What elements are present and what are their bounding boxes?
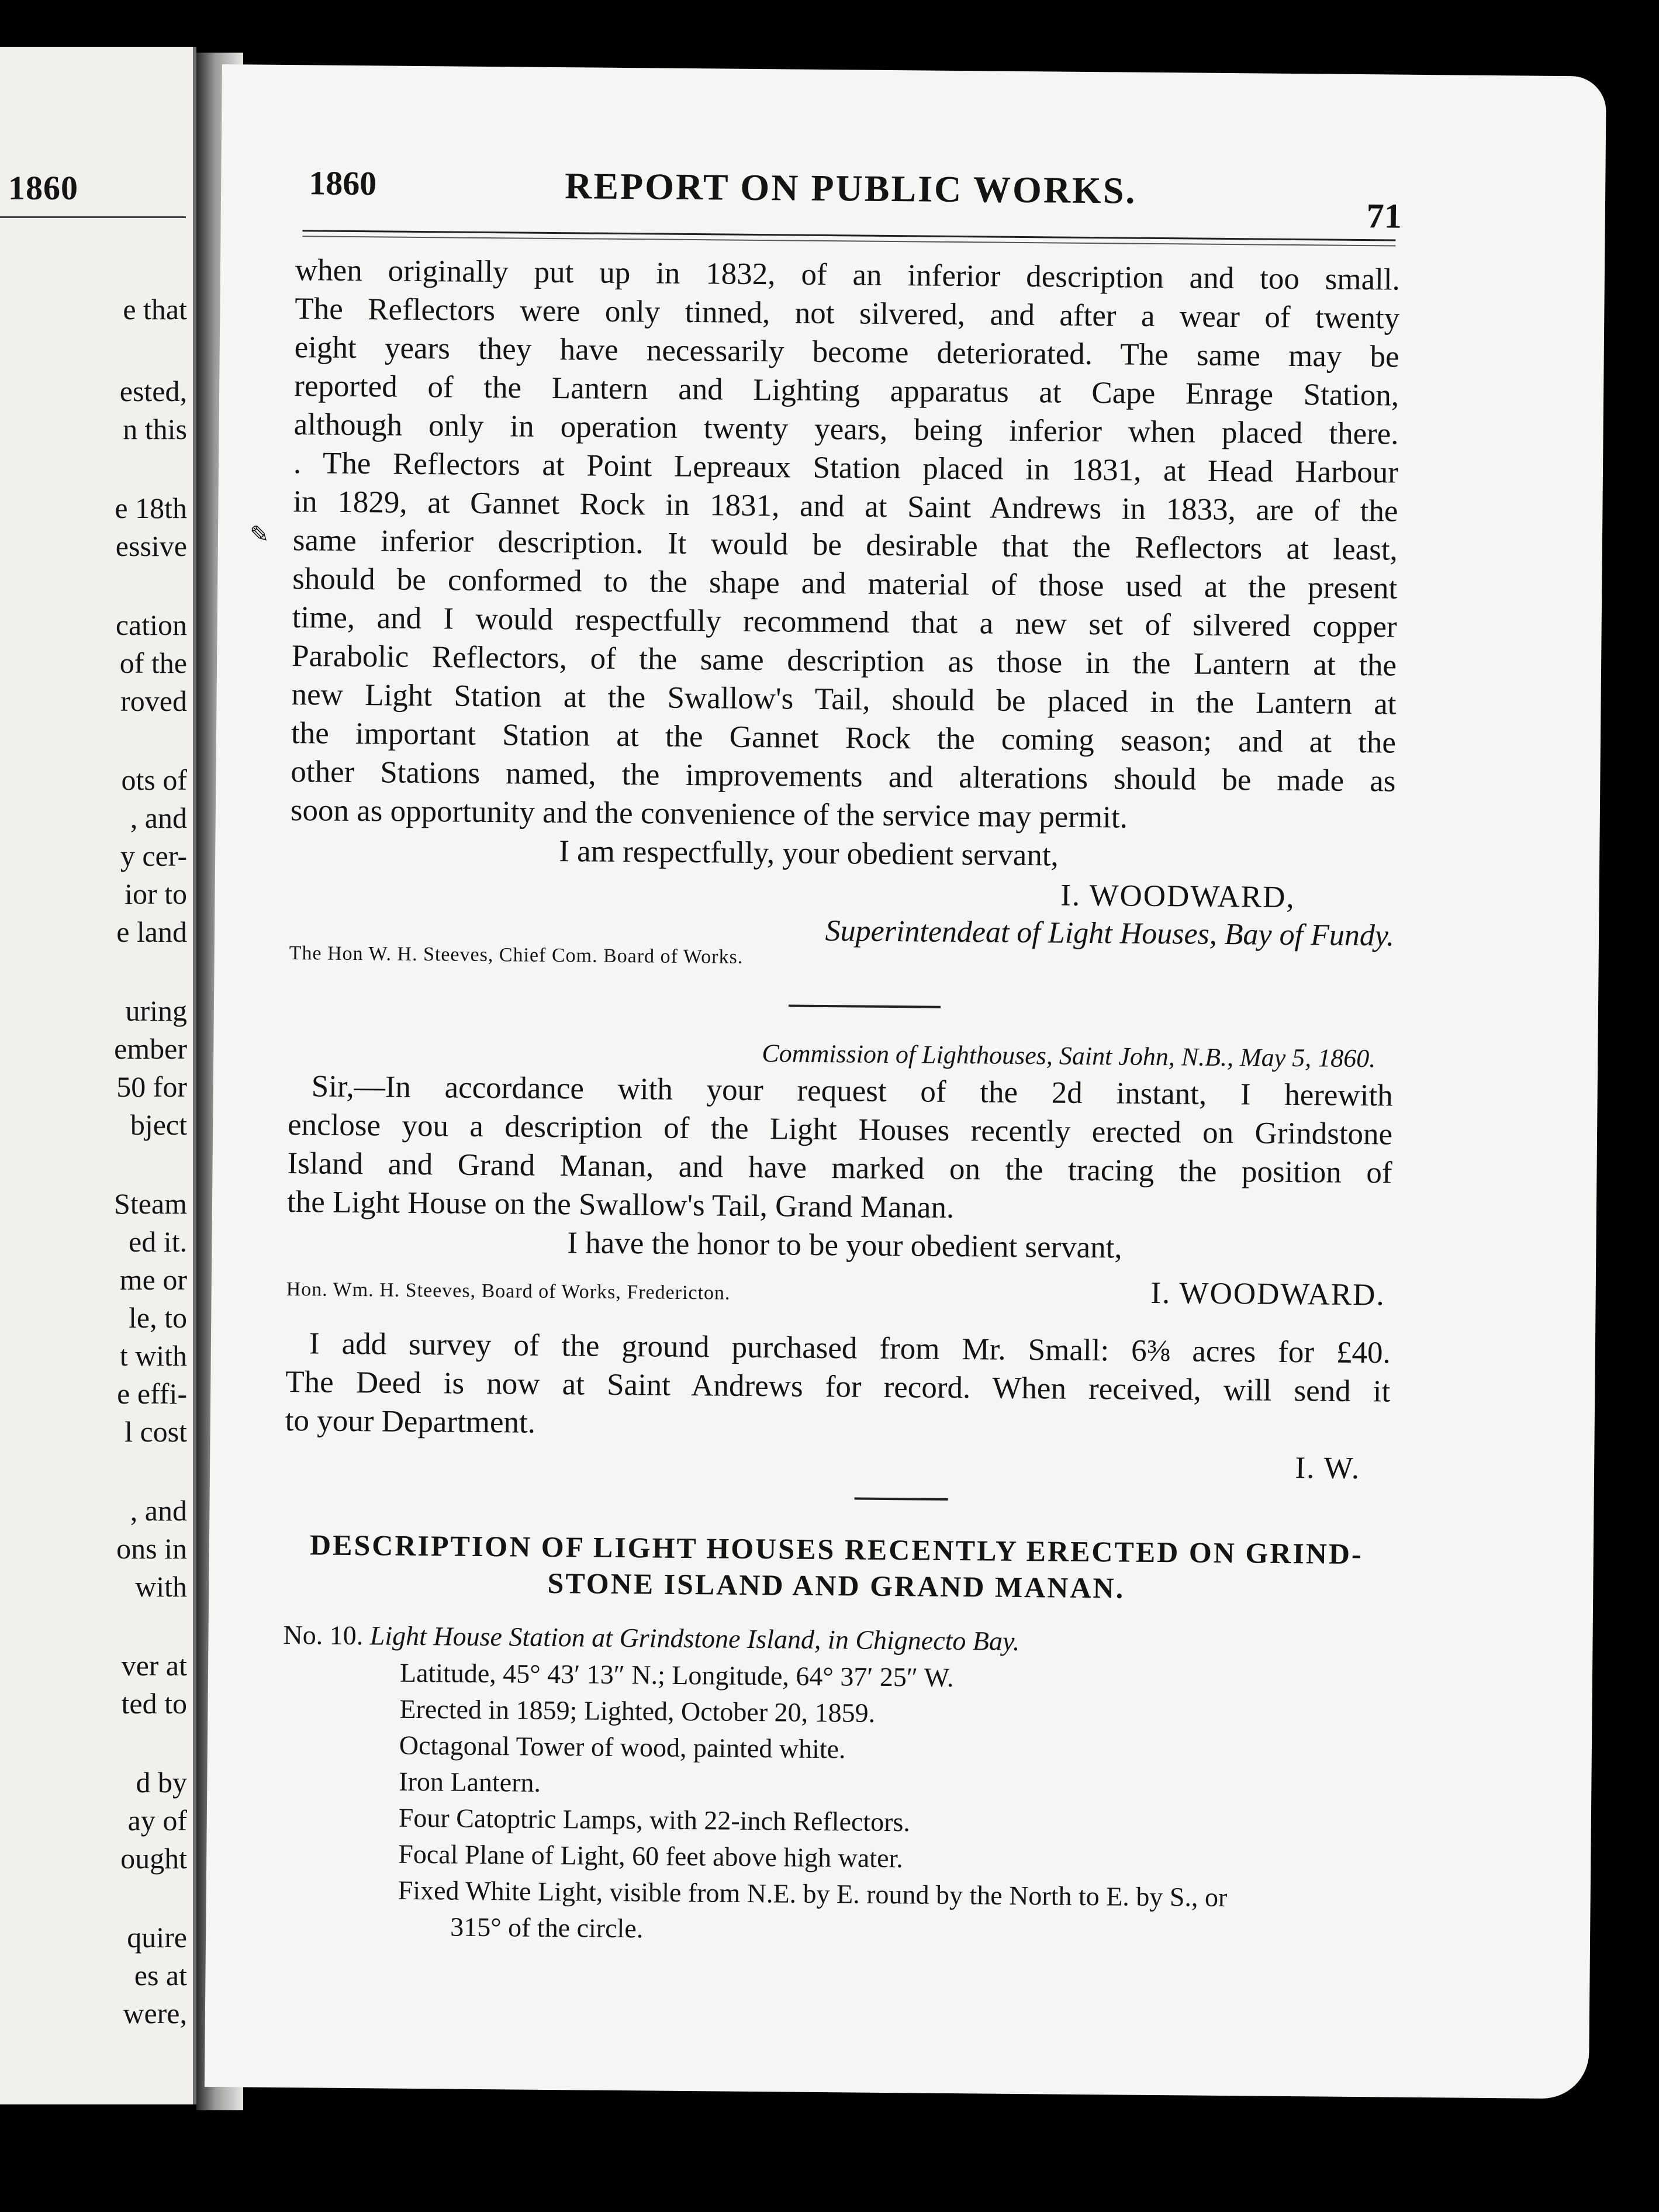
- text-line: Parabolic Reflectors, of the same description as those in the Lantern at the: [291, 639, 1397, 683]
- text-line: the important Station at the Gannet Rock the coming season; and at the: [291, 716, 1397, 760]
- left-page-fragment: ver at: [121, 1649, 187, 1682]
- text-line: enclose you a description of the Light Houses recently erected on Grindstone: [287, 1108, 1393, 1152]
- header-rule-secondary: [302, 236, 1395, 246]
- text-line: time, and I would respectfully recommend that a new set of silvered copper: [292, 600, 1397, 644]
- left-page-fragment: me or: [119, 1263, 187, 1296]
- text-line: The Reflectors were only tinned, not silvered, and after a wear of twenty: [295, 292, 1400, 336]
- addressee: Hon. Wm. H. Steeves, Board of Works, Fredericton.: [286, 1278, 731, 1304]
- left-page-fragment: ested,: [119, 375, 187, 407]
- text-line: other Stations named, the improvements and alterations should be made as: [291, 755, 1396, 799]
- left-page-fragment: roved: [120, 685, 187, 717]
- addressee: The Hon W. H. Steeves, Chief Com. Board of Works.: [289, 942, 744, 968]
- text-line: Island and Grand Manan, and have marked on the tracing the position of: [287, 1146, 1392, 1190]
- left-page-fragment: e land: [116, 915, 187, 948]
- station-detail: Latitude, 45° 43′ 13″ N.; Longitude, 64° 37′ 25″ W.: [399, 1657, 954, 1693]
- left-page-fragment: cation: [115, 609, 187, 641]
- text-line: the Light House on the Swallow's Tail, Grand Manan.: [286, 1185, 955, 1225]
- section-divider: [789, 1005, 941, 1008]
- left-page-fragment: es at: [134, 1959, 187, 1992]
- station-detail: Four Catoptric Lamps, with 22-inch Reflectors.: [398, 1802, 911, 1837]
- text-line: The Deed is now at Saint Andrews for record. When received, will send it: [285, 1365, 1391, 1409]
- left-page-fragment: e 18th: [115, 492, 187, 524]
- text-line: Sir,—In accordance with your request of the 2d instant, I herewith: [311, 1069, 1393, 1113]
- text-line: reported of the Lantern and Lighting apparatus at Cape Enrage Station,: [293, 369, 1399, 413]
- left-page-year: 1860: [8, 169, 78, 207]
- left-page-fragment: ember: [114, 1032, 187, 1065]
- station-detail: Octagonal Tower of wood, painted white.: [399, 1730, 846, 1764]
- station-number: No. 10.: [283, 1620, 364, 1651]
- left-page-fragment: ought: [120, 1842, 187, 1875]
- text-line: same inferior description. It would be desirable that the Reflectors at least,: [292, 523, 1398, 567]
- header-title: REPORT ON PUBLIC WORKS.: [564, 165, 1137, 212]
- initials: I. W.: [1295, 1451, 1361, 1486]
- letter-closing: I have the honor to be your obedient servant,: [567, 1226, 1122, 1265]
- station-name: Light House Station at Grindstone Island, in Chignecto Bay.: [369, 1620, 1020, 1657]
- text-line: when originally put up in 1832, of an inferior description and too small.: [295, 253, 1401, 297]
- left-page-fragment: ed it.: [129, 1225, 187, 1258]
- left-page-fragment: , and: [130, 801, 187, 834]
- left-page-fragment: ay of: [127, 1804, 187, 1837]
- text-line: should be conformed to the shape and material of those used at the present: [292, 562, 1398, 606]
- left-page-fragment: of the: [119, 647, 187, 679]
- left-page-fragment: ons in: [116, 1532, 187, 1565]
- left-page-fragment: t with: [119, 1339, 187, 1372]
- left-page-fragment: e that: [123, 293, 187, 326]
- letter-closing: I am respectfully, your obedient servant,: [559, 834, 1059, 873]
- description-heading: DESCRIPTION OF LIGHT HOUSES RECENTLY ERECTED ON GRIND-: [309, 1528, 1363, 1571]
- signature-title: Superintendeat of Light Houses, Bay of Fundy.: [825, 914, 1395, 953]
- text-line: although only in operation twenty years, being inferior when placed there.: [293, 407, 1399, 451]
- text-line: . The Reflectors at Point Lepreaux Station placed in 1831, at Head Harbour: [293, 446, 1399, 490]
- section-divider: [855, 1498, 948, 1501]
- left-page-fragment: quire: [127, 1921, 187, 1954]
- left-page-fragment: ior to: [125, 877, 187, 910]
- margin-ink-mark: ✎: [249, 521, 269, 548]
- signature: I. WOODWARD,: [1060, 878, 1295, 915]
- station-detail: Erected in 1859; Lighted, October 20, 1859.: [399, 1693, 876, 1728]
- left-page-fragment: uring: [125, 994, 187, 1027]
- left-page-fragment: e effi-: [117, 1377, 187, 1410]
- left-page-fragment: l cost: [125, 1415, 187, 1448]
- left-page-fragment: ted to: [121, 1687, 187, 1720]
- document-page: [205, 64, 1606, 2099]
- left-page-fragment: n this: [123, 413, 187, 445]
- left-page-fragment: y cer-: [120, 839, 187, 872]
- page-number: 71: [1366, 196, 1402, 236]
- left-page-fragment: 50 for: [116, 1070, 187, 1103]
- text-line: to your Department.: [285, 1404, 536, 1440]
- header-year: 1860: [308, 164, 377, 203]
- text-line: in 1829, at Gannet Rock in 1831, and at Saint Andrews in 1833, are of the: [293, 485, 1398, 528]
- left-page-fragment: le, to: [129, 1301, 187, 1334]
- page-body: [281, 251, 1400, 1953]
- description-heading-continued: STONE ISLAND AND GRAND MANAN.: [547, 1566, 1125, 1605]
- station-detail-continuation: 315° of the circle.: [450, 1912, 644, 1944]
- running-header: [221, 163, 1606, 236]
- station-detail: Focal Plane of Light, 60 feet above high water.: [398, 1838, 904, 1874]
- text-line: soon as opportunity and the convenience of the service may permit.: [290, 793, 1128, 835]
- left-page-rule: [0, 216, 186, 218]
- text-line: I add survey of the ground purchased from Mr. Small: 6⅜ acres for £40.: [309, 1326, 1391, 1370]
- text-line: new Light Station at the Swallow's Tail, should be placed in the Lantern at: [291, 678, 1397, 721]
- letter-two: [285, 1032, 1394, 1488]
- letter-one: [289, 251, 1401, 974]
- station-detail: Fixed White Light, visible from N.E. by E. round by the North to E. by S., or: [398, 1875, 1228, 1913]
- left-page-fragment: Steam: [114, 1187, 187, 1220]
- left-page-fragment: bject: [130, 1108, 187, 1141]
- left-page-fragment: essive: [115, 530, 187, 562]
- left-page-fragment: ots of: [121, 763, 187, 796]
- left-page-fragment: with: [135, 1570, 187, 1603]
- signature: I. WOODWARD.: [1150, 1276, 1385, 1312]
- lighthouse-description: [281, 1526, 1389, 1953]
- station-detail: Iron Lantern.: [399, 1766, 541, 1798]
- left-facing-page: [0, 47, 196, 2104]
- left-page-fragment: , and: [130, 1494, 187, 1527]
- left-page-fragment: were,: [123, 1997, 187, 2030]
- text-line: eight years they have necessarily become deteriorated. The same may be: [294, 330, 1399, 374]
- header-rule: [303, 230, 1396, 241]
- left-page-fragment: d by: [136, 1766, 187, 1799]
- letter-dateline: Commission of Lighthouses, Saint John, N.B., May 5, 1860.: [762, 1039, 1376, 1073]
